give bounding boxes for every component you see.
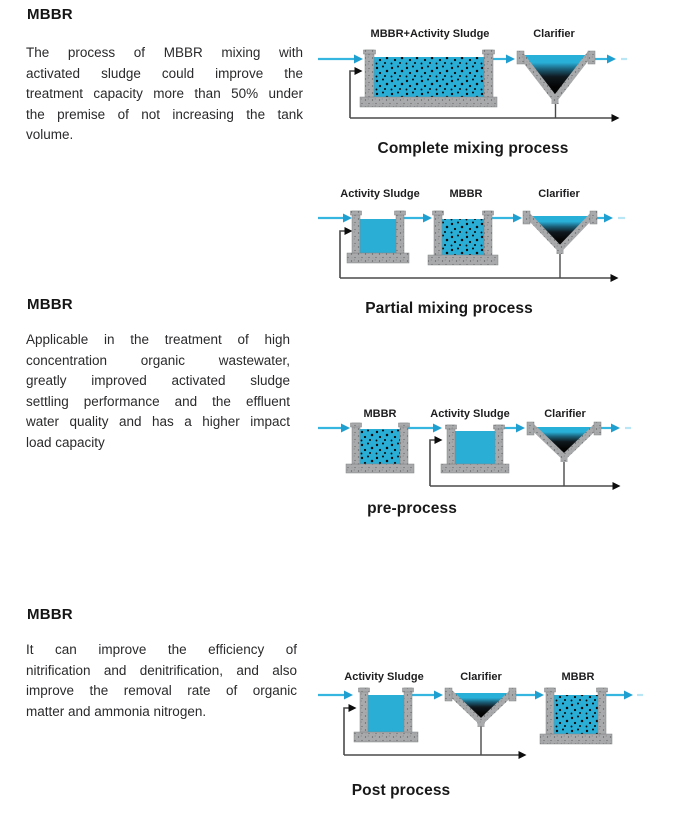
tank-label: Activity Sludge xyxy=(340,188,420,200)
clarifier-contents xyxy=(522,55,588,97)
tank-label: Clarifier xyxy=(533,28,575,40)
clarifier-outlet xyxy=(552,97,559,104)
clarifier-tank xyxy=(527,422,601,462)
paragraph-line: improve the removal rate of organic xyxy=(26,683,297,698)
clarifier-outlet xyxy=(478,720,485,727)
clarifier-tank xyxy=(517,51,595,104)
tank-water xyxy=(368,695,404,732)
clarifier-contents xyxy=(450,693,512,720)
tank-water xyxy=(360,219,396,253)
paragraph-line: treatment capacity more than 50% under xyxy=(26,86,303,101)
clarifier-contents xyxy=(532,427,596,455)
paragraph-line: nitrification and denitrification, and also xyxy=(26,662,297,678)
paragraph-line: The process of MBBR mixing with xyxy=(26,45,303,60)
paragraph-line: the premise of not increasing the tank xyxy=(26,106,303,122)
mbbr-tank xyxy=(540,688,612,744)
paragraph-line: concentration organic wastewater, xyxy=(26,352,290,368)
process-caption: pre-process xyxy=(367,500,457,517)
process-caption: Partial mixing process xyxy=(365,300,533,317)
paragraph-line: volume. xyxy=(26,127,74,142)
mbbr-heading: MBBR xyxy=(27,296,73,313)
diagram-complete-mixing xyxy=(318,28,627,157)
tank-label: MBBR xyxy=(363,408,397,420)
clarifier-outlet xyxy=(557,247,564,254)
mbbr-activity-sludge-tank xyxy=(360,50,497,107)
tank-label: Activity Sludge xyxy=(344,671,424,683)
clarifier-outlet xyxy=(561,455,568,462)
mbbr-tank xyxy=(428,211,498,265)
tank-water-with-media xyxy=(360,429,400,464)
paragraph-line: load capacity xyxy=(26,434,105,450)
tank-label: Clarifier xyxy=(544,408,586,420)
tank-label: MBBR xyxy=(449,188,483,200)
tank-water-with-media xyxy=(442,219,484,255)
tank-water-with-media xyxy=(374,57,484,97)
clarifier-tank xyxy=(445,688,516,727)
mbbr-heading: MBBR xyxy=(27,606,73,623)
mbbr-tank xyxy=(346,423,414,473)
clarifier-contents xyxy=(528,216,592,247)
tank-water xyxy=(455,431,495,464)
tank-label: Activity Sludge xyxy=(430,408,510,420)
diagram-pre-process xyxy=(318,408,631,517)
tank-label: MBBR+Activity Sludge xyxy=(370,28,490,40)
tank-label: Clarifier xyxy=(538,188,580,200)
paragraph-line: settling performance and the effluent xyxy=(26,393,290,409)
paragraph-line: Applicable in the treatment of high xyxy=(26,332,290,347)
mbbr-heading: MBBR xyxy=(27,6,73,23)
activity-sludge-tank xyxy=(347,211,409,263)
diagram-post-process xyxy=(318,671,643,799)
tank-label: Clarifier xyxy=(460,671,502,683)
diagram-partial-mixing xyxy=(318,188,625,317)
tank-label: MBBR xyxy=(561,671,595,683)
clarifier-tank xyxy=(523,211,597,254)
activity-sludge-tank xyxy=(441,425,509,473)
activity-sludge-tank xyxy=(354,688,418,742)
paragraph-line: greatly improved activated sludge xyxy=(26,373,290,388)
process-caption: Complete mixing process xyxy=(377,140,569,157)
paragraph-line: It can improve the efficiency of xyxy=(26,642,297,657)
paragraph-line: activated sludge could improve the xyxy=(26,65,303,81)
paragraph-line: matter and ammonia nitrogen. xyxy=(26,703,207,719)
paragraph-line: water quality and has a higher impact xyxy=(26,414,290,429)
tank-water-with-media xyxy=(554,695,598,734)
process-caption: Post process xyxy=(351,782,451,799)
